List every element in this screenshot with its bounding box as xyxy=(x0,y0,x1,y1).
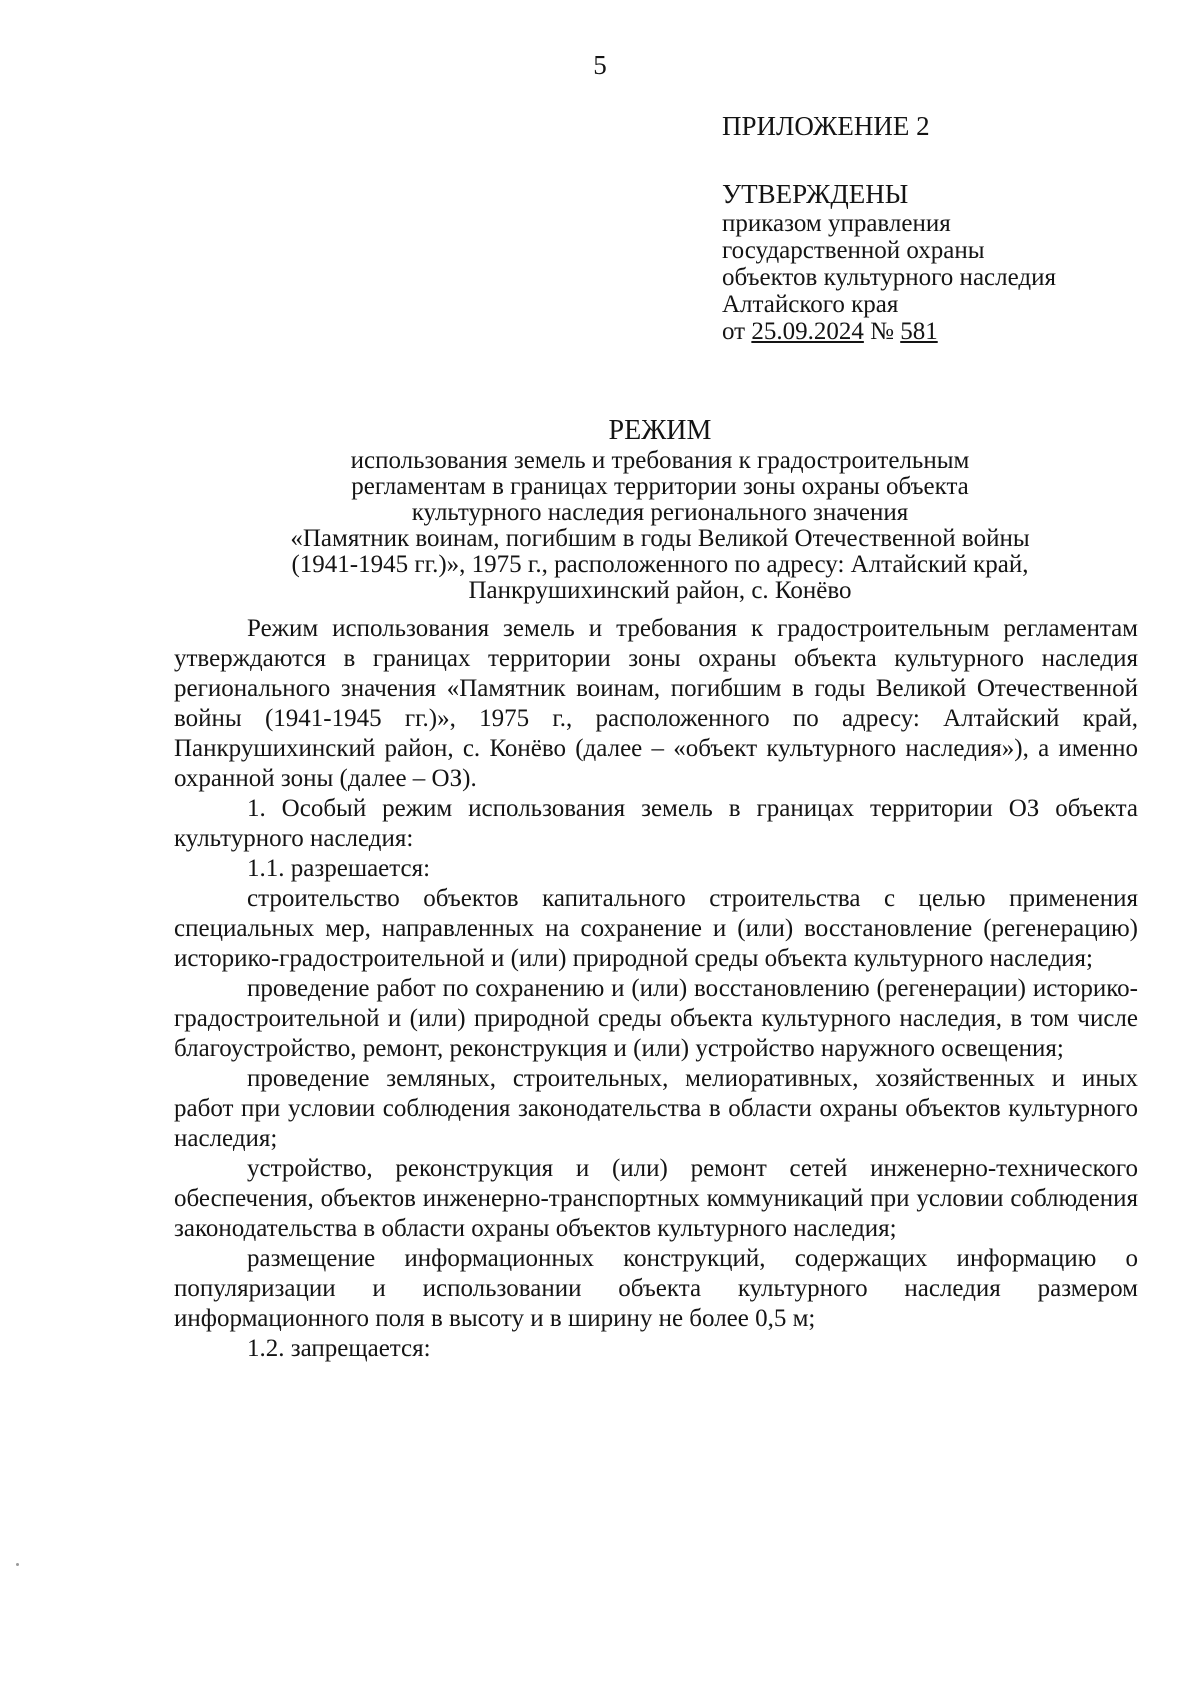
annex-heading: ПРИЛОЖЕНИЕ 2 xyxy=(722,111,930,141)
approval-block xyxy=(722,108,1162,345)
document-title xyxy=(160,414,1160,604)
section-1-1-heading: 1.1. разрешается: xyxy=(247,855,431,882)
title-line: Панкрушихинский район, с. Конёво xyxy=(468,577,852,604)
section-1-2-heading: 1.2. запрещается: xyxy=(247,1335,431,1362)
title-line: регламентам в границах территории зоны охраны объекта xyxy=(351,473,969,500)
approval-date-line xyxy=(722,318,1162,345)
date-prefix: от xyxy=(722,318,746,345)
approval-line: государственной охраны xyxy=(722,237,985,264)
order-date: 25.09.2024 xyxy=(751,318,864,345)
page-number: 5 xyxy=(593,50,607,80)
order-number: 581 xyxy=(900,318,938,345)
title-main: РЕЖИМ xyxy=(608,415,712,446)
number-sign: № xyxy=(870,318,894,345)
title-line: (1941-1945 гг.)», 1975 г., расположенного по адресу: Алтайский край, xyxy=(291,551,1029,578)
scan-speck xyxy=(16,1563,19,1566)
permitted-item: проведение земляных, строительных, мелиоративных, хозяйственных и иных работ при условии соблюдения законодательства в области охраны объектов культурного наследия; xyxy=(174,1065,1138,1152)
section-1-heading: 1. Особый режим использования земель в границах территории ОЗ объекта культурного наследия: xyxy=(174,795,1138,852)
permitted-item: проведение работ по сохранению и (или) восстановлению (регенерации) историко-градостроительной и (или) природной среды объекта культурного наследия, в том числе благоустройство, ремонт, реконструкция и (или) устройство наружного освещения; xyxy=(174,975,1138,1062)
title-line: культурного наследия регионального значения xyxy=(411,499,909,526)
permitted-item: устройство, реконструкция и (или) ремонт сетей инженерно-технического обеспечения, объектов инженерно-транспортных коммуникаций при условии соблюдения законодательства в области охраны объектов культурного наследия; xyxy=(174,1155,1138,1242)
intro-paragraph: Режим использования земель и требования к градостроительным регламентам утверждаются в границах территории зоны охраны объекта культурного наследия регионального значения «Памятник воинам, погибшим в годы Великой Отечественной войны (1941-1945 гг.)», 1975 г., расположенного по адресу: Алтайский край, Панкрушихинский район, с. Конёво (далее – «объект культурного наследия»), а именно охранной зоны (далее – ОЗ). xyxy=(174,615,1138,792)
permitted-item: размещение информационных конструкций, содержащих информацию о популяризации и использовании объекта культурного наследия размером информационного поля в высоту и в ширину не более 0,5 м; xyxy=(174,1245,1138,1332)
permitted-item: строительство объектов капитального строительства с целью применения специальных мер, направленных на сохранение и (или) восстановление (регенерацию) историко-градостроительной и (или) природной среды объекта культурного наследия; xyxy=(174,885,1138,972)
approved-heading: УТВЕРЖДЕНЫ xyxy=(722,179,909,209)
approval-line: объектов культурного наследия xyxy=(722,264,1056,291)
approval-line: Алтайского края xyxy=(722,291,899,318)
title-line: «Памятник воинам, погибшим в годы Великой Отечественной войны xyxy=(290,525,1030,552)
title-line: использования земель и требования к градостроительным xyxy=(350,447,970,474)
document-body xyxy=(174,614,1138,1364)
approval-line: приказом управления xyxy=(722,210,951,237)
